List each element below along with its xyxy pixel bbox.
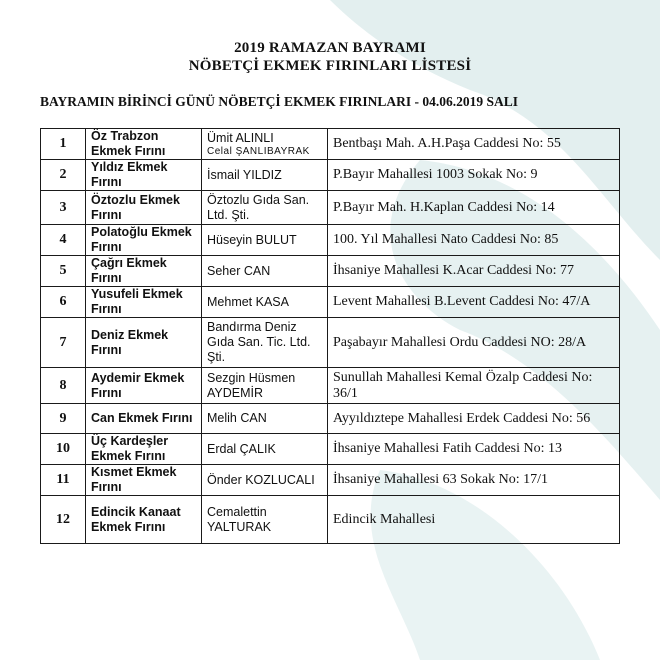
table-row <box>41 368 620 404</box>
bakery-address: 100. Yıl Mahallesi Nato Caddesi No: 85 <box>328 225 620 256</box>
bakery-name: Aydemir Ekmek Fırını <box>86 368 202 404</box>
owner-name: Hüseyin BULUT <box>207 232 297 247</box>
owner-cell <box>202 160 328 191</box>
owner-cell <box>202 318 328 368</box>
table-row <box>41 287 620 318</box>
bakery-address: P.Bayır Mahallesi 1003 Sokak No: 9 <box>328 160 620 191</box>
bakery-address: Paşabayır Mahallesi Ordu Caddesi NO: 28/A <box>328 318 620 368</box>
row-number: 6 <box>41 287 86 318</box>
owner-cell <box>202 287 328 318</box>
row-number: 2 <box>41 160 86 191</box>
owner-name: Seher CAN <box>207 263 271 278</box>
table-row <box>41 434 620 465</box>
bakery-name: Çağrı Ekmek Fırını <box>86 256 202 287</box>
owner-cell <box>202 225 328 256</box>
owner-cell <box>202 465 328 496</box>
owner-cell <box>202 191 328 225</box>
table-row <box>41 318 620 368</box>
table-row <box>41 225 620 256</box>
owner-cell <box>202 496 328 544</box>
table-row <box>41 191 620 225</box>
table-row <box>41 404 620 434</box>
owner-secondary-name: Celal ŞANLIBAYRAK <box>207 146 310 157</box>
bakery-address: İhsaniye Mahallesi 63 Sokak No: 17/1 <box>328 465 620 496</box>
owner-name: Ümit ALINLI <box>207 131 274 145</box>
title-line-2: NÖBETÇİ EKMEK FIRINLARI LİSTESİ <box>188 58 472 74</box>
owner-cell <box>202 404 328 434</box>
owner-cell <box>202 434 328 465</box>
owner-name: Mehmet KASA <box>207 294 289 309</box>
owner-name: Erdal ÇALIK <box>207 441 276 456</box>
owner-name: Sezgin Hüsmen AYDEMİR <box>207 370 296 400</box>
owner-cell <box>202 256 328 287</box>
table-row <box>41 496 620 544</box>
table-row <box>41 465 620 496</box>
owner-cell <box>202 129 328 160</box>
bakery-address: Edincik Mahallesi <box>328 496 620 544</box>
bakery-name: Can Ekmek Fırını <box>86 404 202 434</box>
bakery-address: Bentbaşı Mah. A.H.Paşa Caddesi No: 55 <box>328 129 620 160</box>
bakery-name: Öztozlu Ekmek Fırını <box>86 191 202 225</box>
bakery-name: Edincik Kanaat Ekmek Fırını <box>86 496 202 544</box>
row-number: 7 <box>41 318 86 368</box>
table-row <box>41 256 620 287</box>
row-number: 4 <box>41 225 86 256</box>
row-number: 8 <box>41 368 86 404</box>
row-number: 9 <box>41 404 86 434</box>
row-number: 5 <box>41 256 86 287</box>
table-row <box>41 160 620 191</box>
bakery-address: İhsaniye Mahallesi K.Acar Caddesi No: 77 <box>328 256 620 287</box>
row-number: 10 <box>41 434 86 465</box>
bakery-name: Kısmet Ekmek Fırını <box>86 465 202 496</box>
owner-name: Bandırma Deniz Gıda San. Tic. Ltd. Şti. <box>207 320 311 364</box>
bakery-address: Sunullah Mahallesi Kemal Özalp Caddesi No: 36/1 <box>328 368 620 404</box>
bakery-name: Öz Trabzon Ekmek Fırını <box>86 129 202 160</box>
row-number: 11 <box>41 465 86 496</box>
bakery-name: Yıldız Ekmek Fırını <box>86 160 202 191</box>
bakery-name: Üç Kardeşler Ekmek Fırını <box>86 434 202 465</box>
owner-name: İsmail YILDIZ <box>207 167 282 182</box>
owner-name: Melih CAN <box>207 411 267 425</box>
owner-name: Cemalettin YALTURAK <box>207 504 272 534</box>
bakery-table <box>40 128 620 544</box>
owner-cell <box>202 368 328 404</box>
title-line-1: 2019 RAMAZAN BAYRAMI <box>234 40 426 56</box>
bakery-address: Levent Mahallesi B.Levent Caddesi No: 47/A <box>328 287 620 318</box>
table-row <box>41 129 620 160</box>
owner-name: Öztozlu Gıda San. Ltd. Şti. <box>207 192 310 222</box>
bakery-address: Ayyıldıztepe Mahallesi Erdek Caddesi No: 56 <box>328 404 620 434</box>
row-number: 12 <box>41 496 86 544</box>
bakery-table-body <box>41 129 620 544</box>
owner-name: Önder KOZLUCALI <box>207 472 315 487</box>
row-number: 3 <box>41 191 86 225</box>
bakery-address: İhsaniye Mahallesi Fatih Caddesi No: 13 <box>328 434 620 465</box>
bakery-address: P.Bayır Mah. H.Kaplan Caddesi No: 14 <box>328 191 620 225</box>
subtitle: BAYRAMIN BİRİNCİ GÜNÜ NÖBETÇİ EKMEK FIRINLARI - 04.06.2019 SALI <box>40 94 519 109</box>
row-number: 1 <box>41 129 86 160</box>
bakery-name: Polatoğlu Ekmek Fırını <box>86 225 202 256</box>
bakery-name: Yusufeli Ekmek Fırını <box>86 287 202 318</box>
bakery-name: Deniz Ekmek Fırını <box>86 318 202 368</box>
